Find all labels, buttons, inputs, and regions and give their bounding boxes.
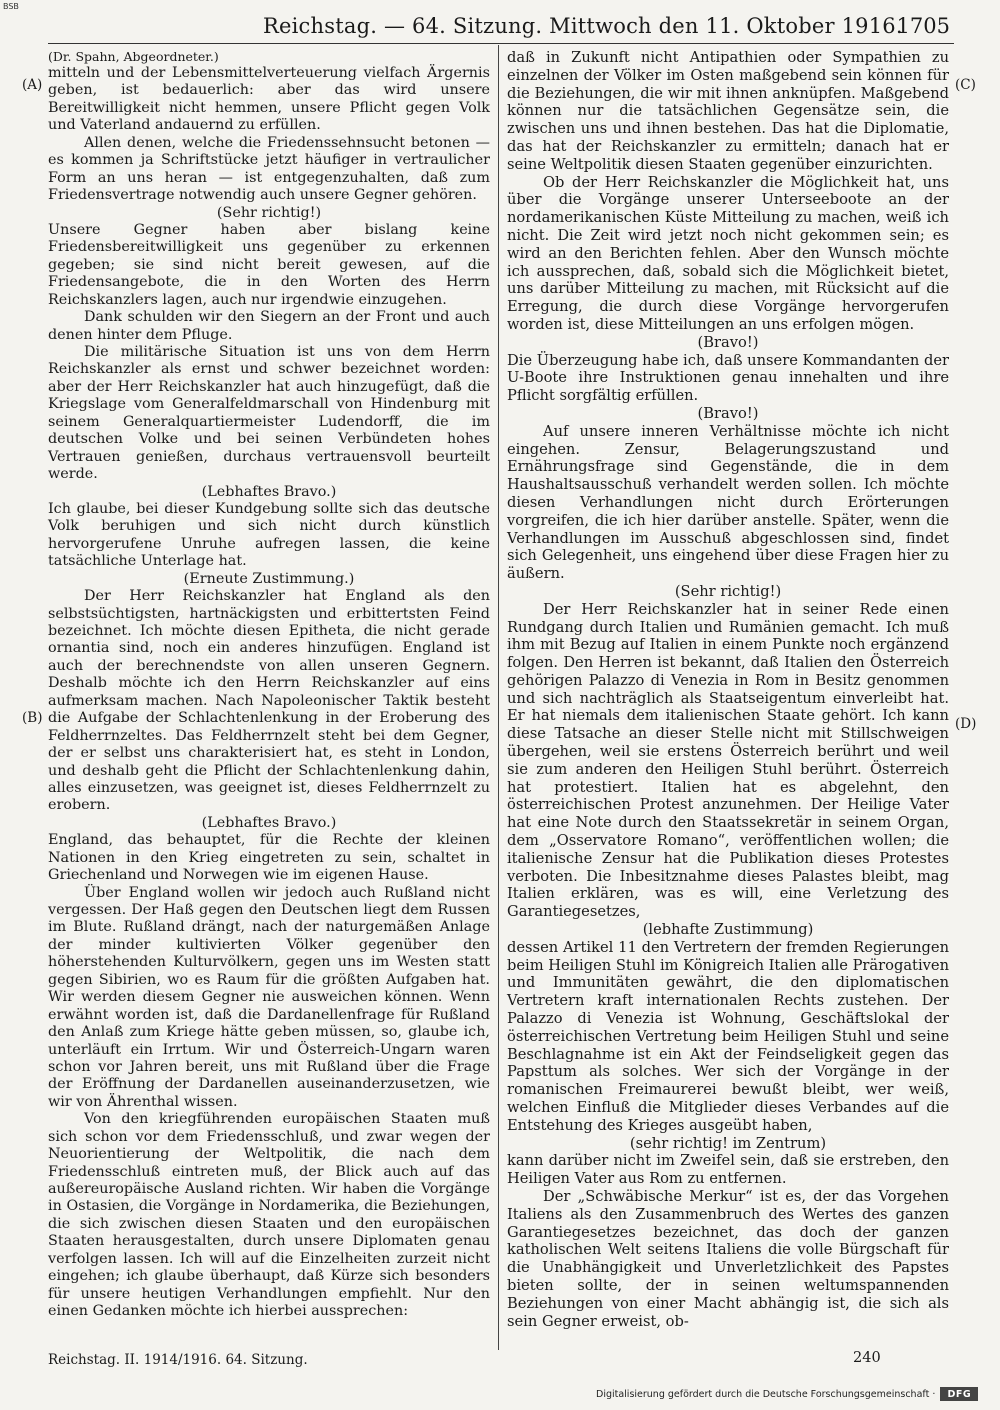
interjection: (Lebhaftes Bravo.)	[201, 814, 337, 831]
interjection: (Bravo!)	[697, 333, 759, 351]
paragraph: Ob der Herr Reichskanzler die Möglichkeit hat, uns über die Vorgänge unserer Unterseeboote an der nordamerikanischen Küste Mitteilung zu machen, weiß ich nicht. Die Zeit wird jetzt noch nicht gekommen sein; es wird an den Berichten fehlen. Aber den Wunsch möchte ich aussprechen, daß, sobald sich die Möglichkeit bietet, uns darüber Mitteilung zu machen, mit Rücksicht auf die Erregung, die durch diese Vorgänge hervorgerufen worden ist, diese Mitteilungen an uns erfolgen mögen.	[507, 173, 949, 333]
paragraph: kann darüber nicht im Zweifel sein, daß sie erstreben, den Heiligen Vater aus Rom zu entfernen.	[507, 1152, 949, 1188]
page-number: 1705	[896, 14, 950, 38]
speaker-label: (Dr. Spahn, Abgeordneter.)	[48, 49, 219, 64]
funding-credit	[596, 1387, 978, 1401]
paragraph: Der Herr Reichskanzler hat in seiner Rede einen Rundgang durch Italien und Rumänien gemacht. Ich muß ihm mit Bezug auf Italien in einem Punkte noch ergänzend folgen. Den Herren ist bekannt, daß Italien den Österreich gehörigen Palazzo di Venezia in Rom in Besitz genommen und sich nachträglich als Staatseigentum einverleibt hat. Er hat niemals dem italienischen Staate gehört. Ich kann diese Tatsache an dieser Stelle nicht mit Stillschweigen übergehen, weil sie erstens Österreich berührt und weil sie zum anderen den Heiligen Stuhl berührt. Österreich hat protestiert. Italien hat es abgelehnt, den österreichischen Protest anzunehmen. Der Heilige Vater hat eine Note durch den Staatssekretär in seinem Organ, dem „Osservatore Romano“, veröffentlichen wollen; die italienische Zensur hat die Publikation dieses Protestes verboten. Die Inbesitznahme dieses Palastes bleibt, mag Italien erklären, was es will, eine Verletzung des Garantiegesetzes,	[507, 600, 949, 921]
paragraph: Dank schulden wir den Siegern an der Front und auch denen hinter dem Pfluge.	[48, 309, 490, 343]
credit-text: Digitalisierung gefördert durch die Deutsche Forschungsgemeinschaft ·	[596, 1388, 936, 1400]
paragraph: England, das behauptet, für die Rechte der kleinen Nationen in den Krieg eingetreten zu sein, schaltet in Griechenland und Norwegen wie im eigenen Hause.	[48, 832, 490, 884]
interjection: (lebhafte Zustimmung)	[642, 921, 814, 939]
paragraph: Allen denen, welche die Friedenssehnsucht betonen — es kommen ja Schriftstücke jetzt häufiger in vertraulicher Form an uns heran — ist entgegenzuhalten, daß zum Friedensvertrage notwendig auch unsere Gegner gehören.	[48, 134, 490, 204]
interjection: (Erneute Zustimmung.)	[183, 570, 355, 587]
margin-letter-d: (D)	[955, 716, 977, 732]
column-divider	[498, 45, 499, 1350]
paragraph: Der Herr Reichskanzler hat England als den selbstsüchtigsten, hartnäckigsten und erbittertsten Feind bezeichnet. Ich möchte diesen Epitheta, die nicht gerade ornantia sind, noch ein anderes hinzufügen. England ist auch der berechnendste von allen unseren Gegnern. Deshalb möchte ich den Herrn Reichskanzler auf eins aufmerksam machen. Nach Napoleonischer Taktik besteht die Aufgabe der Schlachtenlenkung in der Eroberung des Feldherrnzeltes. Das Feldherrnzelt steht bei dem Gegner, der er selbst uns charakterisiert hat, es steht in London, und deshalb geht die Pflicht der Schlachtenlenkung dahin, alles einzusetzen, was geeignet ist, dieses Feldherrnzelt zu erobern.	[48, 588, 490, 814]
paragraph: Von den kriegführenden europäischen Staaten muß sich schon vor dem Friedensschluß, und zwar wegen der Neuorientierung der Weltpolitik, die nach dem Friedensschluß eintreten muß, der Blick auch auf das außereuropäische Ausland richten. Wir haben die Vorgänge in Ostasien, die Vorgänge in Nordamerika, die Beziehungen, die sich zwischen diesen Staaten und den europäischen Staaten herausgestalten, durch unsere Diplomaten genau verfolgen lassen. Ich will auf die Einzelheiten zurzeit nicht eingehen; ich glaube überhaupt, daß Kürze sich besonders für unsere heutigen Verhandlungen empfiehlt. Nur den einen Gedanken möchte ich hierbei aussprechen:	[48, 1111, 490, 1320]
paragraph: Ich glaube, bei dieser Kundgebung sollte sich das deutsche Volk beruhigen und sich nicht durch künstlich hervorgerufene Unruhe aufregen lassen, die keine tatsächliche Unterlage hat.	[48, 500, 490, 570]
interjection: (Lebhaftes Bravo.)	[201, 483, 337, 500]
page-header	[48, 14, 954, 44]
margin-letter-b: (B)	[22, 710, 43, 726]
paragraph: Die Überzeugung habe ich, daß unsere Kommandanten der U-Boote ihre Instruktionen genau innehalten und ihre Pflicht sorgfältig erfüllen.	[507, 351, 950, 405]
interjection: (Bravo!)	[697, 404, 759, 422]
paragraph: dessen Artikel 11 den Vertretern der fremden Regierungen beim Heiligen Stuhl im Königreich Italien alle Prärogativen und Immunitäten gewährt, die den diplomatischen Vertretern kraft internationalen Rechts zustehen. Der Palazzo di Venezia ist Wohnung, Geschäftslokal der österreichischen Vertretung beim Heiligen Stuhl und seine Beschlagnahme ist ein Akt der Feindseligkeit gegen das Papsttum als solches. Wer sich der Vorgänge in der romanischen Freimaurerei bewußt bleibt, wer weiß, welchen Einfluß die Mitglieder dieses Verbandes auf die Entstehung des Krieges ausgeübt haben,	[507, 938, 949, 1134]
library-mark: BSB	[3, 2, 19, 11]
footer-left: Reichstag. II. 1914/1916. 64. Sitzung.	[48, 1352, 308, 1368]
paragraph: daß in Zukunft nicht Antipathien oder Sympathien zu einzelnen der Völker im Osten maßgebend sein können für die Beziehungen, die wir mit ihnen anknüpfen. Maßgebend können nur die tatsächlichen Gegensätze sein, die zwischen uns und ihnen bestehen. Das hat die Diplomatie, das hat der Reichskanzler zu ermitteln; danach hat er seine Weltpolitik diesen Staaten gegenüber einzurichten.	[507, 49, 949, 173]
paragraph: Unsere Gegner haben aber bislang keine Friedensbereitwilligkeit uns gegenüber zu erkennen gegeben; sie sind nicht bereit gewesen, auf die Friedensangebote, die in den Worten des Herrn Reichskanzlers lagen, auch nur irgendwie einzugehen.	[48, 221, 490, 308]
paragraph: Der „Schwäbische Merkur“ ist es, der das Vorgehen Italiens als den Zusammenbruch des Wertes des ganzen Garantiegesetzes bezeichnet, das doch der ganzen katholischen Welt seitens Italiens die volle Bürgschaft für die Unabhängigkeit und Unverletzlichkeit des Papstes bieten sollte, der in seinen weltumspannenden Beziehungen von einer Macht abhängig ist, die sich als sein Gegner erweist, ob-	[507, 1188, 949, 1330]
margin-letter-a: (A)	[22, 77, 43, 93]
paragraph: Die militärische Situation ist uns von dem Herrn Reichskanzler als ernst und schwer bezeichnet worden: aber der Herr Reichskanzler hat auch hinzugefügt, daß die Kriegslage vom Generalfeldmarschall von Hindenburg mit seinem Generalquartiermeister Ludendorff, die im deutschen Volke und bei seinen Verbündeten hohes Vertrauen genießen, durchaus vertrauensvoll beurteilt werde.	[48, 344, 490, 483]
paragraph: Auf unsere inneren Verhältnisse möchte ich nicht eingehen. Zensur, Belagerungszustand und Ernährungsfrage sind Gegenstände, die in dem Haushaltsausschuß verhandelt werden sollen. Ich möchte diesen Verhandlungen nicht durch Erörterungen vorgreifen, die ich hier darüber anstelle. Später, wenn die Verhandlungen im Ausschuß abgeschlossen sind, findet sich Gelegenheit, uns eingehend über diese Fragen hier zu äußern.	[507, 422, 949, 583]
header-rule	[48, 43, 954, 44]
margin-letter-c: (C)	[955, 77, 976, 93]
left-column	[48, 49, 490, 1321]
interjection: (Sehr richtig!)	[216, 204, 322, 221]
interjection: (Sehr richtig!)	[674, 582, 782, 600]
interjection: (sehr richtig! im Zentrum)	[629, 1134, 827, 1152]
page-title: Reichstag. — 64. Sitzung. Mittwoch den 11. Oktober 1916.	[263, 14, 903, 38]
paragraph: mitteln und der Lebensmittelverteuerung vielfach Ärgernis geben, ist bedauerlich: aber das wird unsere Bereitwilligkeit nicht hemmen, unsere Pflicht gegen Volk und Vaterland andauernd zu erfüllen.	[48, 65, 490, 134]
footer-page-number: 240	[853, 1350, 881, 1366]
dfg-logo-icon: DFG	[940, 1387, 978, 1401]
right-column	[507, 49, 949, 1330]
paragraph: Über England wollen wir jedoch auch Rußland nicht vergessen. Der Haß gegen den Deutschen liegt dem Russen im Blute. Rußland drängt, nach der naturgemäßen Anlage der minder kultivierten Völker gegenüber den höherstehenden Kulturvölkern, gegen uns im Westen statt gegen Sibirien, wo es Raum für die größten Aufgaben hat. Wir werden diesem Gegner nie ausweichen können. Wenn erwähnt worden ist, daß die Dardanellenfrage für Rußland den Anlaß zum Kriege hätte geben müssen, so, glaube ich, unterläuft ein Irrtum. Wir und Österreich-Ungarn waren schon vor Jahren bereit, uns mit Rußland über die Frage der Eröffnung der Dardanellen auseinanderzusetzen, wie wir von Ährenthal wissen.	[48, 884, 490, 1110]
